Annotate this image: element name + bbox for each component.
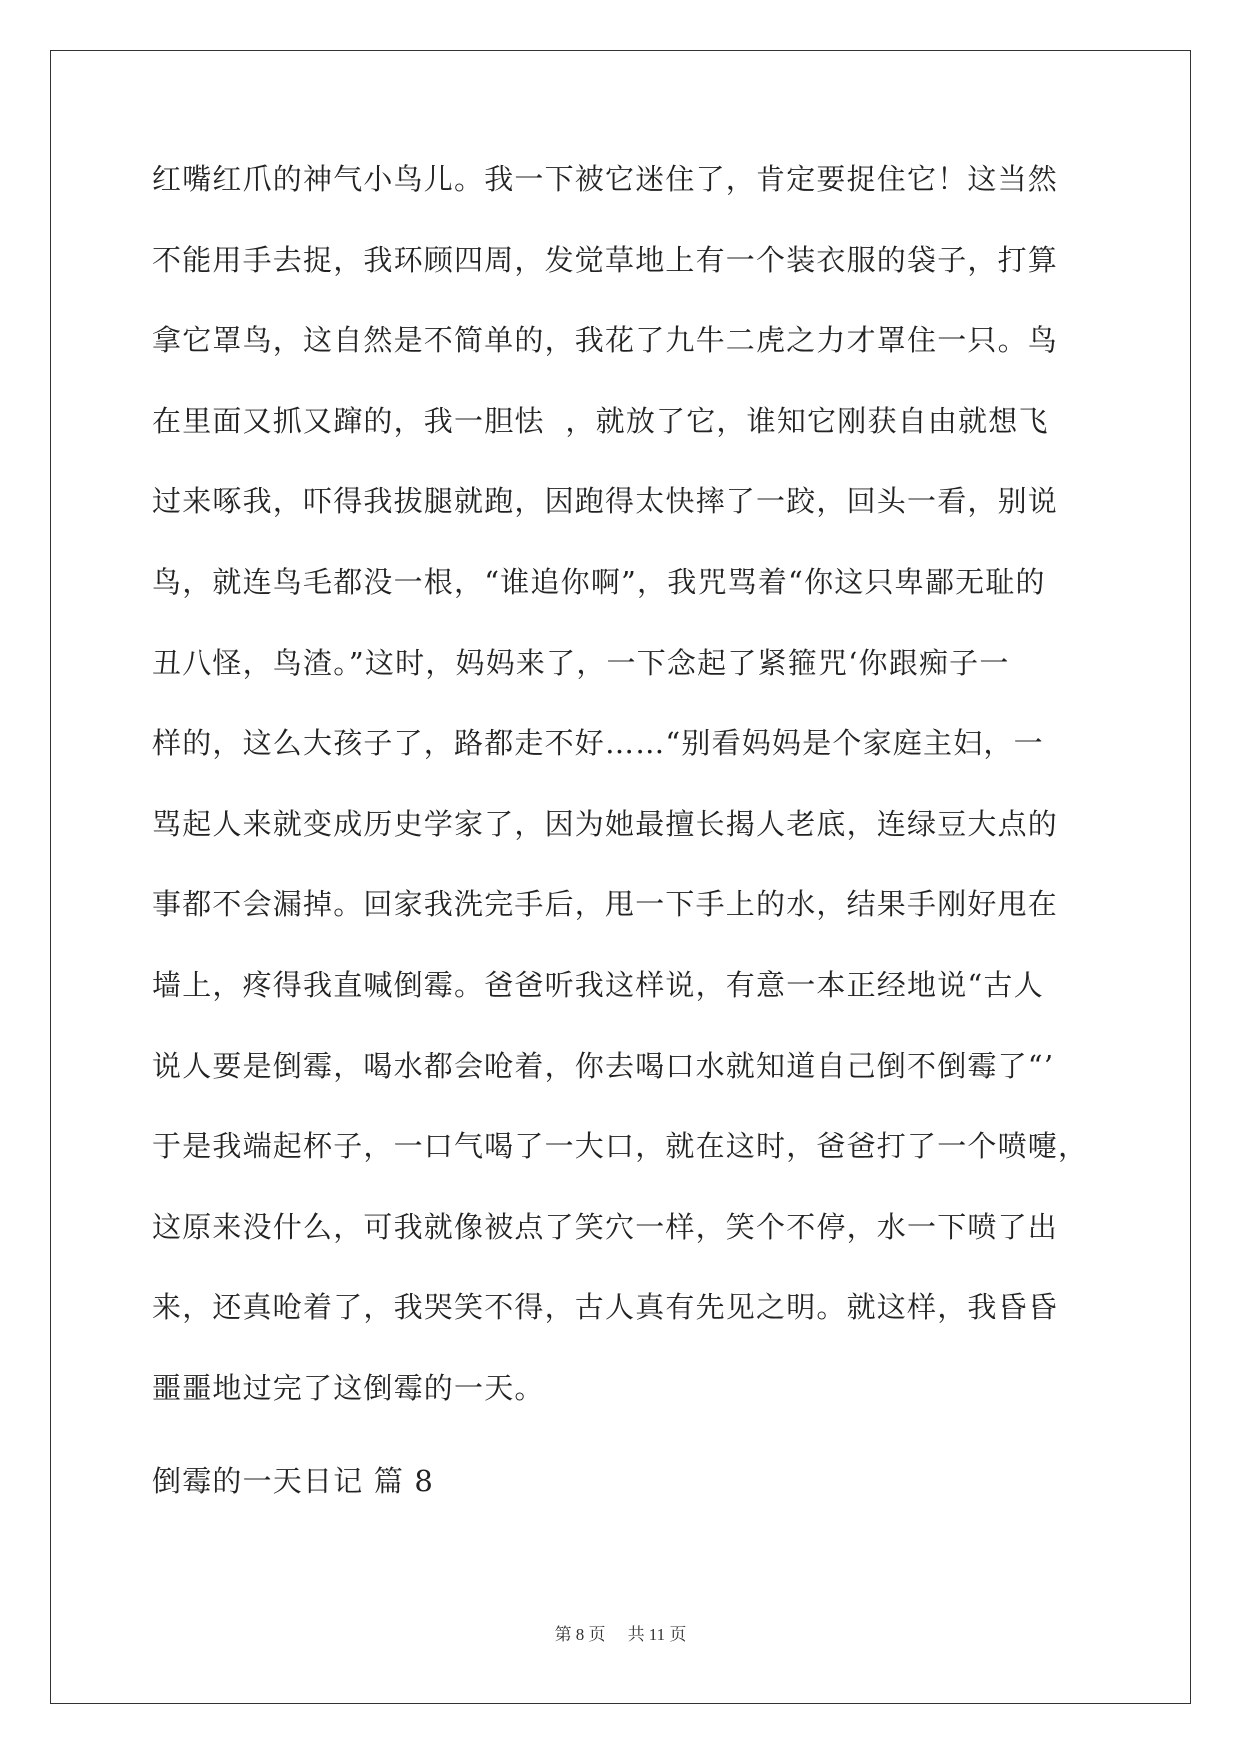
text-line-3: 拿它罩鸟，这自然是不简单的，我花了九牛二虎之力才罩住一只。鸟 [152, 323, 1059, 358]
text-line-4: 在里面又抓又蹿的，我一胆怯 ，就放了它，谁知它刚获自由就想飞 [152, 403, 1049, 438]
text-line-14: 这原来没什么，可我就像被点了笑穴一样，笑个不停，水一下喷了出 [152, 1209, 1059, 1244]
text-line-5: 过来啄我，吓得我拔腿就跑，因跑得太快摔了一跤，回头一看，别说 [152, 484, 1059, 519]
text-line-2: 不能用手去捉，我环顾四周，发觉草地上有一个装衣服的袋子，打算 [152, 242, 1059, 277]
text-line-10: 事都不会漏掉。回家我洗完手后，甩一下手上的水，结果手刚好甩在 [152, 887, 1059, 922]
text-line-11: 墙上，疼得我直喊倒霉。爸爸听我这样说，有意一本正经地说“古人 [152, 967, 1044, 1002]
total-pages-label: 共 11 页 [627, 1625, 687, 1644]
text-line-13: 于是我端起杯子，一口气喝了一大口，就在这时，爸爸打了一个喷嚏， [152, 1129, 1089, 1164]
text-line-6: 鸟，就连鸟毛都没一根，“谁追你啊”，我咒骂着“你这只卑鄙无耻的 [152, 564, 1046, 599]
text-line-7: 丑八怪，鸟渣。”这时，妈妈来了，一下念起了紧箍咒‘你跟痴子一 [152, 645, 1010, 680]
text-line-15: 来，还真呛着了，我哭笑不得，古人真有先见之明。就这样，我昏昏 [152, 1290, 1059, 1325]
text-line-8: 样的，这么大孩子了，路都走不好……“别看妈妈是个家庭主妇，一 [152, 726, 1044, 761]
page-footer [0, 1624, 1241, 1646]
section-heading: 倒霉的一天日记 篇 8 [152, 1464, 435, 1498]
text-line-1: 红嘴红爪的神气小鸟儿。我一下被它迷住了，肯定要捉住它！这当然 [152, 162, 1059, 196]
text-line-9: 骂起人来就变成历史学家了，因为她最擅长揭人老底，连绿豆大点的 [152, 806, 1059, 841]
text-line-16: 噩噩地过完了这倒霉的一天。 [152, 1370, 545, 1405]
text-line-12: 说人要是倒霉，喝水都会呛着，你去喝口水就知道自己倒不倒霉了“’ [152, 1048, 1055, 1083]
article-body [152, 162, 1092, 1452]
current-page-label: 第 8 页 [554, 1625, 606, 1644]
